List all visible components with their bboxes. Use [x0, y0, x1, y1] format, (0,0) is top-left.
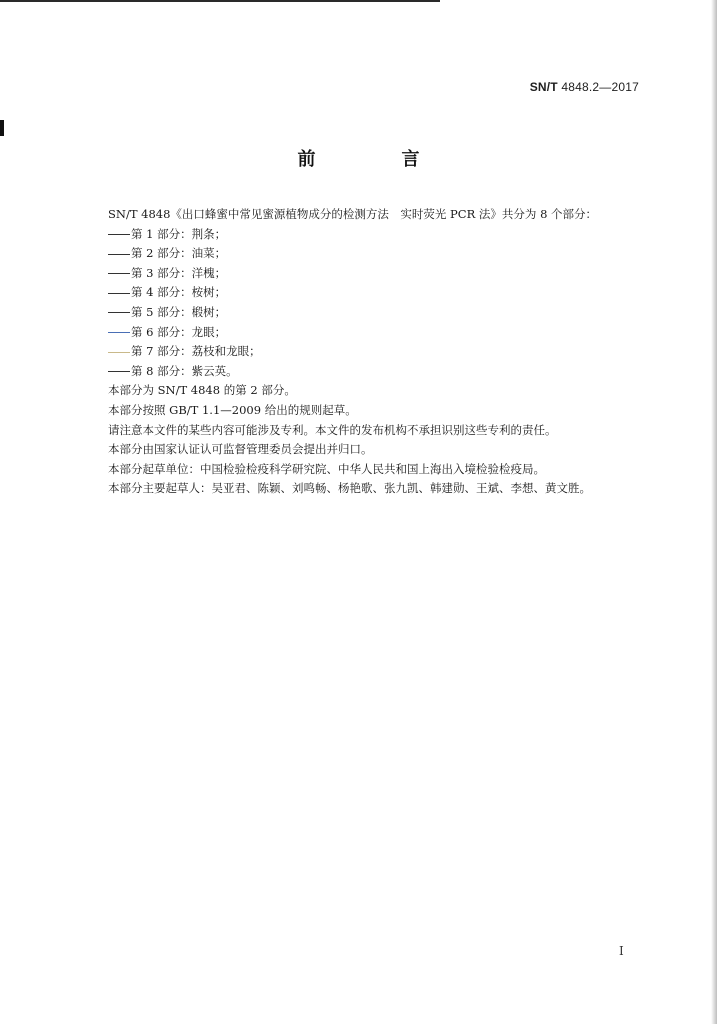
em-dash	[108, 254, 130, 255]
paragraph: 本部分按照 GB/T 1.1—2009 给出的规则起草。	[108, 402, 357, 417]
list-item	[108, 362, 648, 382]
em-dash	[108, 312, 130, 313]
list-item	[108, 303, 648, 323]
paragraph: 请注意本文件的某些内容可能涉及专利。本文件的发布机构不承担识别这些专利的责任。	[108, 422, 557, 437]
list-item	[108, 264, 648, 284]
part-label: 第 8 部分：紫云英。	[131, 363, 238, 378]
em-dash	[108, 273, 130, 274]
paragraph: 本部分为 SN/T 4848 的第 2 部分。	[108, 383, 296, 398]
part-label: 第 2 部分：油菜；	[131, 246, 227, 261]
em-dash	[108, 293, 130, 294]
list-item	[108, 342, 648, 362]
page-number: I	[619, 944, 624, 958]
standard-code	[530, 80, 639, 94]
part-label: 第 5 部分：椴树；	[131, 304, 227, 319]
part-label: 第 7 部分：荔枝和龙眼；	[131, 344, 261, 359]
standard-code-prefix: SN/T	[529, 80, 558, 94]
em-dash	[108, 371, 130, 372]
part-label: 第 6 部分：龙眼；	[131, 324, 227, 339]
part-label: 第 4 部分：桉树；	[131, 285, 227, 300]
em-dash	[108, 352, 130, 353]
intro-paragraph: SN/T 4848《出口蜂蜜中常见蜜源植物成分的检测方法 实时荧光 PCR 法》共分为 8 个部分：	[108, 207, 598, 221]
list-item	[108, 283, 648, 303]
em-dash	[108, 332, 130, 333]
scan-edge-top	[0, 0, 440, 2]
list-item	[108, 225, 648, 245]
list-item	[108, 323, 648, 343]
paragraph: 本部分主要起草人：吴亚君、陈颖、刘鸣畅、杨艳歌、张九凯、韩建勋、王斌、李想、黄文胜。	[108, 481, 591, 496]
paragraph: 本部分由国家认证认可监督管理委员会提出并归口。	[108, 442, 373, 457]
list-item	[108, 244, 648, 264]
scan-edge-mark	[0, 120, 4, 136]
foreword-body	[108, 205, 648, 499]
part-label: 第 3 部分：洋槐；	[131, 265, 227, 280]
paragraph: 本部分起草单位：中国检验检疫科学研究院、中华人民共和国上海出入境检验检疫局。	[108, 461, 545, 476]
standard-code-number: 4848.2—2017	[561, 80, 639, 94]
page-title: 前 言	[297, 149, 454, 170]
em-dash	[108, 234, 130, 235]
part-label: 第 1 部分：荆条；	[131, 226, 227, 241]
